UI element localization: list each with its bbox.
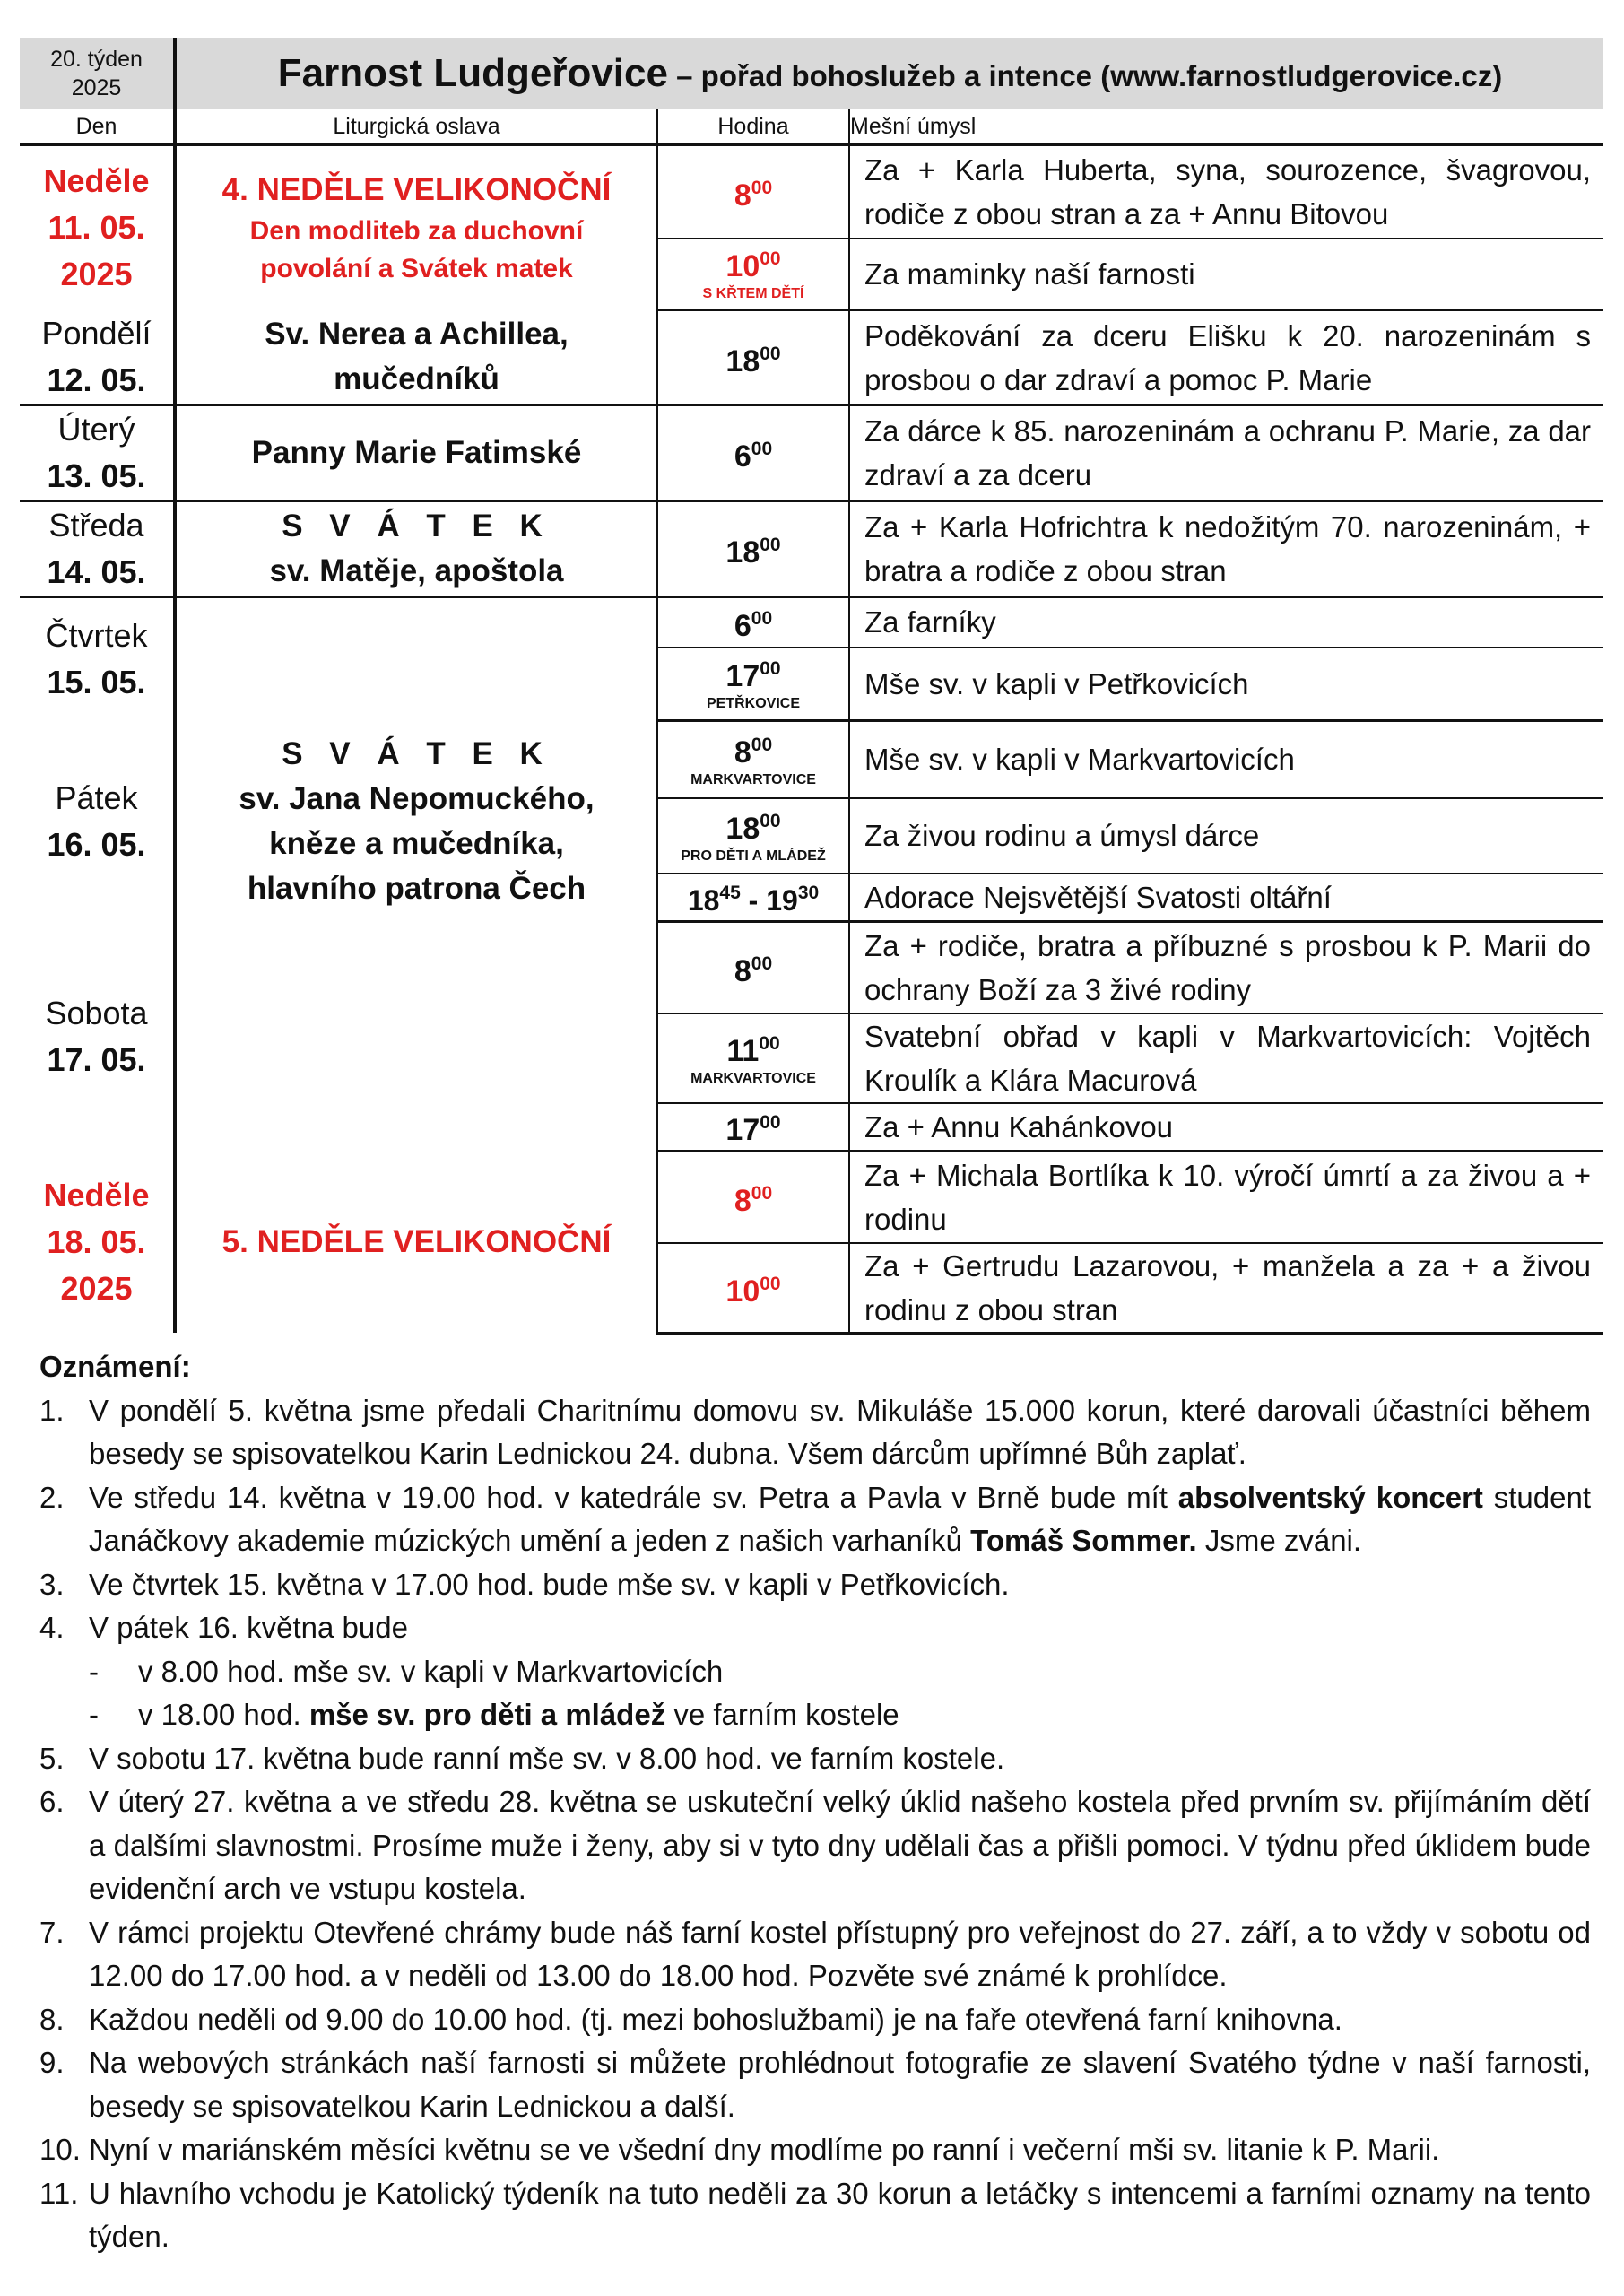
minutes: 00 [751, 607, 773, 629]
item-text: Nyní v mariánském měsíci květnu se ve všední dny modlíme po ranní i večerní mši sv. litanie k P. Marii. [89, 2133, 1440, 2166]
celebration-cell [175, 597, 657, 721]
minutes: 00 [751, 177, 773, 198]
minutes: 00 [760, 658, 781, 680]
day-cell [20, 405, 175, 501]
bullet-dash: - [89, 1698, 99, 1731]
hour-note: S KŘTEM DĚTÍ [702, 286, 804, 302]
announcements-title: Oznámení: [39, 1350, 191, 1383]
announcement-item [39, 2128, 1591, 2172]
col-header-mesni: Mešní úmysl [849, 109, 1603, 145]
item-text: V pondělí 5. května jsme předali Charitnímu domovu sv. Mikuláše 15.000 korun, které darovali účastníci během besedy se spisovatelkou Karin Lednickou 24. dubna. Všem dárcům upřímné Bůh zaplať. [89, 1393, 1591, 1470]
day-cell [20, 145, 175, 310]
bullet-text-bold: mše sv. pro děti a mládež [308, 1698, 666, 1731]
announcement-item [39, 2041, 1591, 2128]
minutes: 00 [760, 248, 781, 270]
minutes: 45 [719, 883, 741, 904]
hour-note: PRO DĚTI A MLÁDEŽ [681, 848, 826, 864]
intention-cell: Za + Karla Hofrichtra k nedožitým 70. narozeninám, + bratra a rodiče z obou stran [849, 501, 1603, 597]
hour: 6 [734, 439, 751, 474]
item-number: 8. [39, 2002, 65, 2036]
week-number: 20. týden [50, 47, 143, 72]
hour-cell [657, 798, 849, 874]
intention-cell: Za maminky naší farnosti [849, 239, 1603, 310]
item-text-bold: Tomáš Sommer. [970, 1524, 1197, 1557]
item-text: V sobotu 17. května bude ranní mše sv. v 8.00 hod. ve farním kostele. [89, 1741, 1005, 1775]
minutes: 00 [760, 535, 781, 555]
celebration-cell [175, 145, 657, 310]
announcement-item [39, 1998, 1591, 2042]
announcement-bullet [39, 1650, 1591, 1694]
celebration-cell: 5. NEDĚLE VELIKONOČNÍ [175, 1152, 657, 1334]
item-text: Ve středu 14. května v 19.00 hod. v katedrále sv. Petra a Pavla v Brně bude mít [89, 1480, 1178, 1514]
minutes: 00 [751, 952, 773, 974]
hour: 17 [725, 659, 760, 694]
announcement-item [39, 1911, 1591, 1998]
hour: 8 [734, 1183, 751, 1218]
day-date: 17. 05. [47, 1040, 146, 1078]
col-header-liturgicka: Liturgická oslava [175, 109, 657, 145]
intention-cell: Za živou rodinu a úmysl dárce [849, 798, 1603, 874]
minutes: 00 [760, 810, 781, 831]
day-cell [20, 310, 175, 405]
hour-cell [657, 501, 849, 597]
minutes: 00 [751, 734, 773, 755]
day-name: Úterý [57, 411, 135, 448]
column-header-row [20, 109, 1603, 145]
celebration-cell: Panny Marie Fatimské [175, 405, 657, 501]
item-number: 2. [39, 1480, 65, 1514]
day-name: Sobota [45, 994, 148, 1031]
intention-cell: Za dárce k 85. narozeninám a ochranu P. Marie, za dar zdraví a za dceru [849, 405, 1603, 501]
day-date: 11. 05. [48, 209, 145, 247]
parish-name: Farnost Ludgeřovice [277, 51, 668, 95]
hour-cell [657, 721, 849, 798]
minutes: 00 [759, 1032, 780, 1054]
hour-cell [657, 1103, 849, 1152]
item-number: 11. [39, 2176, 79, 2210]
hour-cell [657, 648, 849, 721]
intention-cell: Za farníky [849, 597, 1603, 648]
week-label [20, 38, 175, 109]
announcement-bullet [39, 1693, 1591, 1737]
intention-cell: Svatební obřad v kapli v Markvartovicích: Vojtěch Kroulík a Klára Macurová [849, 1013, 1603, 1103]
minutes: 00 [760, 1273, 781, 1294]
intention-cell: Za + Karla Huberta, syna, sourozence, švagrovou, rodiče z obou stran a za + Annu Bitovou [849, 145, 1603, 239]
celebration-rank: S V Á T E K [282, 735, 551, 771]
day-row [20, 1152, 1603, 1243]
announcement-item [39, 2172, 1591, 2259]
minutes: 00 [760, 343, 781, 364]
day-cell [20, 597, 175, 721]
col-header-hodina: Hodina [657, 109, 849, 145]
item-number: 1. [39, 1393, 65, 1427]
hour-cell [657, 1152, 849, 1243]
hour: 18 [725, 344, 760, 378]
item-text: V rámci projektu Otevřené chrámy bude náš farní kostel přístupný pro veřejnost do 27. září, a to vždy v sobotu od 12.00 do 17.00 hod. a v neděli od 13.00 do 18.00 hod. Pozvěte své známé k prohlídce. [89, 1915, 1591, 1992]
hour-note: MARKVARTOVICE [690, 1070, 816, 1086]
hour-end: 19 [766, 884, 798, 918]
celebration-cell [175, 501, 657, 597]
celebration-title: Sv. Nerea a Achillea, mučedníků [265, 316, 569, 396]
hour-note: MARKVARTOVICE [690, 771, 816, 787]
announcement-item [39, 1389, 1591, 1476]
hour: 10 [725, 1274, 760, 1309]
minutes: 00 [751, 439, 773, 459]
item-number: 6. [39, 1785, 65, 1818]
intention-cell: Za + Annu Kahánkovou [849, 1103, 1603, 1152]
day-row [20, 597, 1603, 648]
page-subtitle: – pořad bohoslužeb a intence (www.farnostludgerovice.cz) [667, 59, 1503, 92]
intention-cell: Poděkování za dceru Elišku k 20. narozeninám s prosbou o dar zdraví a pomoc P. Marie [849, 310, 1603, 405]
bullet-text: v 8.00 hod. mše sv. v kapli v Markvartovicích [138, 1654, 724, 1688]
day-date: 12. 05. [47, 361, 146, 398]
hour: 11 [726, 1033, 760, 1068]
celebration-title: sv. Jana Nepomuckého, kněze a mučedníka, hlavního patrona Čech [239, 780, 595, 906]
page-title [175, 38, 1603, 109]
hour-cell [657, 597, 849, 648]
day-name: Neděle [43, 1176, 150, 1213]
intention-cell: Za + Gertrudu Lazarovou, + manžela a za + a živou rodinu z obou stran [849, 1243, 1603, 1334]
bullet-dash: - [89, 1654, 99, 1688]
hour-cell [657, 239, 849, 310]
celebration-cell [175, 721, 657, 922]
item-number: 4. [39, 1611, 65, 1644]
item-text: V úterý 27. května a ve středu 28. května se uskuteční velký úklid našeho kostela před prvním sv. přijímáním dětí a dalšími slavnostmi. Prosíme muže i ženy, aby si v tyto dny udělali čas a přišli pomoci. V týdnu před úklidem bude evidenční arch ve vstupu kostela. [89, 1785, 1591, 1905]
intention-cell: Mše sv. v kapli v Markvartovicích [849, 721, 1603, 798]
hour: 17 [725, 1113, 760, 1148]
hour-note: PETŘKOVICE [706, 696, 800, 712]
item-text: Ve čtvrtek 15. května v 17.00 hod. bude mše sv. v kapli v Petřkovicích. [89, 1567, 1010, 1601]
hour: 6 [734, 608, 751, 643]
intention-cell: Mše sv. v kapli v Petřkovicích [849, 648, 1603, 721]
hour: 8 [734, 953, 751, 988]
day-year: 2025 [60, 256, 133, 293]
day-date: 15. 05. [47, 664, 146, 701]
bullet-text: v 18.00 hod. [138, 1698, 309, 1731]
col-header-den: Den [20, 109, 175, 145]
announcement-item [39, 1476, 1591, 1563]
minutes-end: 30 [797, 883, 820, 904]
celebration-title: sv. Matěje, apoštola [269, 553, 564, 588]
day-name: Pátek [55, 778, 138, 816]
day-date: 16. 05. [47, 825, 146, 863]
hour-cell [657, 1013, 849, 1103]
day-cell [20, 721, 175, 922]
celebration-title: 4. NEDĚLE VELIKONOČNÍ [221, 172, 612, 208]
day-name: Středa [48, 507, 144, 544]
hour-cell [657, 1243, 849, 1334]
intention-cell: Za + Michala Bortlíka k 10. výročí úmrtí a za živou a + rodinu [849, 1152, 1603, 1243]
announcement-item [39, 1606, 1591, 1650]
hour: 8 [734, 735, 751, 770]
day-date: 18. 05. [47, 1222, 146, 1260]
item-number: 7. [39, 1915, 65, 1949]
item-number: 9. [39, 2046, 65, 2079]
mass-schedule-table [20, 38, 1603, 1335]
day-cell [20, 922, 175, 1152]
item-text-bold: absolventský koncert [1177, 1480, 1483, 1514]
minutes: 00 [760, 1112, 781, 1134]
announcements [39, 1345, 1591, 2259]
day-date: 14. 05. [47, 553, 146, 590]
hour: 8 [734, 178, 751, 213]
item-text: U hlavního vchodu je Katolický týdeník na tuto neděli za 30 korun a letáčky s intencemi a farními oznamy na tento týden. [89, 2176, 1591, 2253]
announcement-item [39, 1737, 1591, 1781]
day-name: Pondělí [41, 314, 152, 352]
day-row [20, 310, 1603, 405]
hour: 10 [725, 249, 760, 284]
header-row [20, 38, 1603, 109]
day-year: 2025 [60, 1269, 133, 1307]
day-name: Čtvrtek [45, 617, 148, 655]
day-row [20, 145, 1603, 239]
celebration-cell [175, 922, 657, 1152]
hour-cell [657, 922, 849, 1013]
day-row [20, 405, 1603, 501]
item-text: V pátek 16. května bude [89, 1611, 408, 1644]
day-cell [20, 1152, 175, 1334]
intention-cell: Za + rodiče, bratra a příbuzné s prosbou k P. Marii do ochrany Boží za 3 živé rodiny [849, 922, 1603, 1013]
hour: 18 [687, 884, 720, 918]
item-number: 5. [39, 1741, 65, 1775]
item-text: Jsme zváni. [1196, 1524, 1362, 1557]
hour-cell [657, 145, 849, 239]
celebration-subtitle: Den modliteb za duchovní povolání a Svátek matek [249, 216, 584, 284]
announcement-item [39, 1563, 1591, 1607]
week-year: 2025 [71, 75, 122, 100]
hour-cell [657, 405, 849, 501]
day-row [20, 721, 1603, 798]
bullet-text: ve farním kostele [665, 1698, 899, 1731]
hour-cell [657, 310, 849, 405]
celebration-rank: S V Á T E K [282, 509, 551, 544]
item-text: Na webových stránkách naší farnosti si můžete prohlédnout fotografie ze slavení Svatého týdne v naší farnosti, besedy se spisovatelkou Karin Lednickou a další. [89, 2046, 1591, 2123]
day-date: 13. 05. [47, 457, 146, 494]
item-text: student Janáčkovy akademie múzických umění a jeden z našich varhaníků [89, 1480, 1592, 1557]
day-name: Neděle [43, 162, 150, 200]
celebration-cell [175, 310, 657, 405]
hour-cell: $18^{45} - 19^{30}$ [657, 874, 849, 922]
hour: 18 [725, 535, 760, 570]
item-number: 3. [39, 1567, 65, 1601]
day-row [20, 501, 1603, 597]
day-cell [20, 501, 175, 597]
announcement-item [39, 1780, 1591, 1911]
minutes: 00 [751, 1182, 773, 1204]
hour: 18 [725, 811, 760, 846]
item-text: Každou neděli od 9.00 do 10.00 hod. (tj. mezi bohoslužbami) je na faře otevřená farní knihovna. [89, 2002, 1342, 2036]
intention-cell: Adorace Nejsvětější Svatosti oltářní [849, 874, 1603, 922]
day-row [20, 922, 1603, 1013]
item-number: 10. [39, 2133, 81, 2166]
